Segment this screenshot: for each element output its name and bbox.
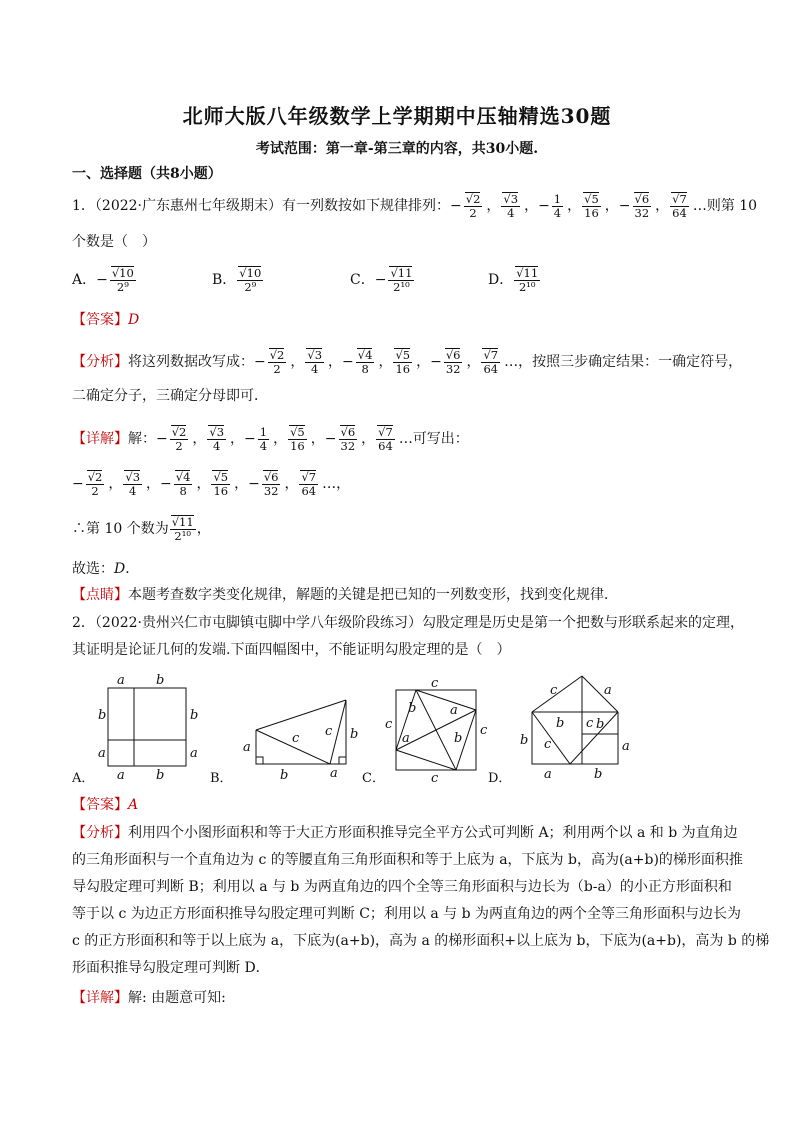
seq-term xyxy=(72,470,105,498)
fig-b-label: a xyxy=(330,766,338,781)
fraction xyxy=(268,348,287,376)
fig-b-label: a xyxy=(243,740,251,755)
fig-d-line xyxy=(570,712,618,764)
numerator: √5 xyxy=(290,425,305,439)
analysis-line: 利用四个小图形面积和等于大正方形面积推导完全平方公式可判断 A；利用两个以 a 和 b 为直角边 xyxy=(128,825,738,841)
fig-b-right-angle xyxy=(256,757,263,764)
seq-term xyxy=(618,192,652,220)
q1-option-d xyxy=(488,266,544,294)
minus-sign: − xyxy=(374,272,387,288)
seq-term xyxy=(244,424,270,453)
denominator: 4 xyxy=(311,362,319,376)
minus-sign: − xyxy=(538,198,550,214)
fraction xyxy=(207,425,226,453)
numerator: √6 xyxy=(263,470,279,484)
fig-c-label: c xyxy=(431,771,439,786)
option-label: B． xyxy=(212,272,237,288)
fig-d-option-label: D． xyxy=(488,771,512,786)
seq-term xyxy=(210,470,231,498)
fig-d-label: b xyxy=(556,716,565,731)
fig-d-label: a xyxy=(544,767,552,782)
minus-sign: − xyxy=(254,354,266,370)
fig-d-label: c xyxy=(550,683,558,698)
q2-stem-cont: 其证明是论证几何的发端.下面四幅图中，不能证明勾股定理的是（ ） xyxy=(72,642,511,658)
fig-a-square xyxy=(108,688,186,766)
comma: ， xyxy=(524,198,539,214)
minus-sign: − xyxy=(342,354,354,370)
q1-sequence xyxy=(450,191,693,220)
denominator: 8 xyxy=(361,362,369,376)
minus-sign: − xyxy=(156,431,168,447)
seq-term xyxy=(298,470,319,498)
fraction xyxy=(582,192,601,220)
fraction xyxy=(376,425,395,453)
comma: ， xyxy=(146,476,161,492)
numerator: √5 xyxy=(395,348,411,362)
fraction xyxy=(670,192,689,220)
choose-text: 故选： xyxy=(72,561,114,577)
fig-d-label: b xyxy=(596,717,605,732)
denominator: 32 xyxy=(445,362,461,376)
denominator: 8 xyxy=(179,484,187,498)
detail-seq-end: …， xyxy=(322,476,351,492)
q1-stem-cont: 个数是（ ） xyxy=(72,234,156,250)
analysis-tag: 【分析】 xyxy=(72,825,128,841)
q1-option-c xyxy=(350,266,418,294)
q1-answer xyxy=(72,310,139,330)
seq-term xyxy=(375,425,396,453)
numerator: √6 xyxy=(340,425,356,439)
fig-c-label: a xyxy=(402,731,410,746)
fraction xyxy=(501,192,520,220)
fraction xyxy=(514,266,540,294)
denominator: 32 xyxy=(263,484,279,498)
answer-tag: 【答案】 xyxy=(72,312,128,328)
fraction xyxy=(633,192,652,220)
fig-c-option-label: C． xyxy=(362,771,385,786)
q1-source: （2022·广东惠州七年级期末） xyxy=(94,198,283,214)
fig-c-label: c xyxy=(480,723,488,738)
seq-term xyxy=(581,192,602,220)
numerator: √7 xyxy=(378,425,393,439)
q2-answer xyxy=(72,795,138,815)
seq-term xyxy=(430,348,463,376)
q2-detail xyxy=(72,988,226,1008)
fig-d-label: a xyxy=(604,683,612,698)
denominator: 2 xyxy=(273,362,281,376)
fig-b-label: c xyxy=(292,731,300,746)
analysis-line: c 的正方形面积和等于以上底为 a，下底为(a+b)，高为 a 的梯形面积+以上底为 b，下底为(a+b)，高为 b 的梯 xyxy=(72,933,770,949)
numerator: √10 xyxy=(111,266,134,280)
fig-d-line xyxy=(582,676,618,712)
fraction xyxy=(262,470,281,498)
comma: ， xyxy=(230,431,245,447)
denominator: 64 xyxy=(301,484,317,498)
answer-value: A xyxy=(128,797,139,813)
detail-tag: 【详解】 xyxy=(72,990,128,1006)
numerator: √7 xyxy=(672,192,687,206)
fig-b-label: b xyxy=(280,768,289,783)
comma: ， xyxy=(466,354,481,370)
choose-end: ． xyxy=(125,561,140,577)
conclusion-num: √11 xyxy=(171,515,194,529)
comma: ， xyxy=(328,354,343,370)
fraction xyxy=(393,348,412,376)
answer-tag: 【答案】 xyxy=(72,797,128,813)
denominator: 16 xyxy=(584,206,599,220)
q1-analysis-cont: 二确定分子，三确定分母即可． xyxy=(72,388,268,404)
comma: ， xyxy=(290,354,305,370)
denominator: 64 xyxy=(672,206,687,220)
fig-d-label: b xyxy=(520,733,529,748)
comma: ， xyxy=(108,476,123,492)
fraction xyxy=(86,470,105,498)
option-term xyxy=(96,266,137,294)
numerator: 1 xyxy=(259,424,268,439)
q1-text-end: …则第 10 xyxy=(692,198,758,214)
comma: ， xyxy=(655,198,670,214)
denominator: 2¹⁰ xyxy=(518,280,536,294)
numerator: √3 xyxy=(503,192,519,206)
page-title: 北师大版八年级数学上学期期中压轴精选30题 xyxy=(182,104,612,128)
comma: ， xyxy=(604,198,619,214)
numerator: √4 xyxy=(357,348,373,362)
fig-a-label: a xyxy=(117,768,125,783)
q2-stem xyxy=(72,613,744,633)
minus-sign: − xyxy=(244,431,256,447)
fig-a-label: a xyxy=(117,673,125,688)
figure-d xyxy=(488,672,648,792)
seq-term xyxy=(480,348,501,376)
rewritten-sequence xyxy=(72,470,322,498)
option-label: A． xyxy=(72,272,97,288)
minus-sign: − xyxy=(72,476,84,492)
numerator: √11 xyxy=(516,266,539,280)
analysis-text: 将这列数据改写成： xyxy=(128,354,254,370)
minus-sign: − xyxy=(160,476,172,492)
numerator: √5 xyxy=(584,192,599,206)
fraction xyxy=(123,470,142,498)
fraction xyxy=(305,348,324,376)
q1-stem xyxy=(72,192,757,220)
denominator: 2 xyxy=(469,206,477,220)
comment-text: 本题考查数字类变化规律，解题的关键是把已知的一列数变形，找到变化规律． xyxy=(128,587,618,603)
fig-a-label: b xyxy=(156,673,165,688)
analysis-line: 等于以 c 为边正方形面积推导勾股定理可判断 C；利用以 a 与 b 为两直角边的两个全等三角形面积与边长为 xyxy=(72,906,742,922)
fraction xyxy=(258,426,269,453)
fig-a-label: b xyxy=(156,768,165,783)
denominator: 16 xyxy=(290,439,305,453)
denominator: 32 xyxy=(340,439,356,453)
q1-comment xyxy=(72,585,618,605)
fig-d-label: c xyxy=(586,716,594,731)
numerator: √2 xyxy=(269,348,285,362)
fig-a-label: b xyxy=(98,708,107,723)
detail-text: 解: 由题意可知: xyxy=(128,990,226,1006)
q1-number: 1． xyxy=(72,198,95,214)
denominator: 4 xyxy=(507,206,515,220)
seq-term xyxy=(392,348,413,376)
q1-detail-seq xyxy=(72,470,350,498)
numerator: √5 xyxy=(213,470,229,484)
fig-a-label: a xyxy=(190,746,198,761)
q2-text: 勾股定理是历史是第一个把数与形联系起来的定理， xyxy=(422,615,744,631)
detail-text-end: …可写出： xyxy=(398,431,469,447)
option-term xyxy=(374,266,416,294)
seq-term xyxy=(206,425,227,453)
fraction xyxy=(174,470,193,498)
numerator: 1 xyxy=(553,191,562,206)
q2-source: （2022·贵州兴仁市屯脚镇屯脚中学八年级阶段练习） xyxy=(94,615,422,631)
fraction xyxy=(552,193,563,220)
denominator: 2 xyxy=(175,439,183,453)
analysis-line: 导勾股定理可判断 B；利用以 a 与 b 为两直角边的四个全等三角形面积与边长为（b-a）的小正方形面积和 xyxy=(72,879,732,895)
analysis-tag: 【分析】 xyxy=(72,354,128,370)
numerator: √3 xyxy=(125,470,141,484)
denominator: 2 xyxy=(91,484,99,498)
q1-option-a xyxy=(72,266,140,294)
numerator: √7 xyxy=(301,470,317,484)
comma: ， xyxy=(416,354,431,370)
fig-c-label: a xyxy=(450,703,458,718)
fraction xyxy=(170,425,189,453)
comma: ， xyxy=(567,198,582,214)
numerator: √6 xyxy=(634,192,650,206)
denominator: 4 xyxy=(553,205,562,220)
seq-term xyxy=(122,470,143,498)
fig-b-right-angle xyxy=(339,757,346,764)
seq-term xyxy=(160,470,193,498)
seq-term xyxy=(342,348,375,376)
seq-term xyxy=(156,425,189,453)
comma: ， xyxy=(378,354,393,370)
fig-d-small-square xyxy=(582,734,618,764)
denominator: 4 xyxy=(129,484,137,498)
fig-d-label: a xyxy=(622,739,630,754)
minus-sign: − xyxy=(96,272,108,288)
fraction xyxy=(388,266,414,294)
comma: ， xyxy=(486,198,501,214)
fig-b-label: b xyxy=(350,727,359,742)
seq-term xyxy=(500,192,521,220)
numerator: √7 xyxy=(483,348,499,362)
denominator: 16 xyxy=(395,362,411,376)
comma: ， xyxy=(361,431,376,447)
fig-c-label: c xyxy=(431,676,439,691)
seq-term xyxy=(304,348,325,376)
fig-a-option-label: A． xyxy=(72,771,95,786)
minus-sign: − xyxy=(248,476,260,492)
comma: ， xyxy=(192,431,207,447)
seq-term xyxy=(324,425,358,453)
denominator: 4 xyxy=(213,439,221,453)
analysis-line: 的三角形面积与一个直角边为 c 的等腰直角三角形面积和等于上底为 a，下底为 b，高为(a+b)的梯形面积推 xyxy=(72,852,743,868)
analysis-line: 形面积推导勾股定理可判断 D． xyxy=(72,960,270,976)
conclusion-fraction xyxy=(170,515,196,543)
q1-option-b xyxy=(212,266,267,294)
comma: ， xyxy=(310,431,325,447)
option-label: D． xyxy=(488,272,514,288)
seq-term xyxy=(248,470,281,498)
analysis-text-end: …，按照三步确定结果：一确定符号， xyxy=(504,354,743,370)
fig-c-label: b xyxy=(408,701,417,716)
denominator: 64 xyxy=(378,439,393,453)
fraction xyxy=(444,348,463,376)
fraction xyxy=(339,425,358,453)
numerator: √2 xyxy=(87,470,103,484)
denominator: 2¹⁰ xyxy=(393,280,410,294)
comment-tag: 【点睛】 xyxy=(72,587,128,603)
denominator: 32 xyxy=(634,206,650,220)
fig-b-top xyxy=(256,700,346,730)
option-term xyxy=(513,266,541,294)
fraction xyxy=(237,266,263,294)
figure-a xyxy=(72,672,202,792)
denominator: 64 xyxy=(483,362,499,376)
fraction xyxy=(464,192,483,220)
detail-text: 解： xyxy=(128,431,156,447)
q1-analysis xyxy=(72,348,742,376)
q1-detail xyxy=(72,425,469,453)
fig-a-label: b xyxy=(190,708,199,723)
comma: ， xyxy=(196,476,211,492)
conclusion-den: 2¹⁰ xyxy=(174,529,191,543)
seq-term xyxy=(538,191,564,220)
denominator: 4 xyxy=(259,438,268,453)
detail-sequence xyxy=(156,424,399,453)
q1-choose xyxy=(72,559,139,579)
numerator: √3 xyxy=(209,425,225,439)
choose-value: D xyxy=(114,561,126,577)
analysis-sequence xyxy=(254,348,504,376)
option-term xyxy=(236,266,264,294)
detail-tag: 【详解】 xyxy=(72,431,128,447)
q1-text: 有一列数按如下规律排列： xyxy=(282,198,451,214)
minus-sign: − xyxy=(324,431,337,447)
fig-b-label: c xyxy=(325,724,333,739)
option-label: C． xyxy=(350,272,375,288)
figure-c xyxy=(362,672,492,792)
denominator: 2⁹ xyxy=(244,280,257,294)
fig-b-hyp2 xyxy=(330,700,346,764)
fraction xyxy=(288,425,307,453)
figure-b xyxy=(210,672,360,792)
q1-conclusion xyxy=(72,515,211,543)
minus-sign: − xyxy=(430,354,442,370)
fraction xyxy=(110,266,136,294)
numerator: √2 xyxy=(465,192,481,206)
fraction xyxy=(299,470,318,498)
seq-term xyxy=(450,192,483,220)
comma: ， xyxy=(284,476,299,492)
numerator: √3 xyxy=(307,348,323,362)
comma: ， xyxy=(273,431,288,447)
fraction xyxy=(356,348,375,376)
minus-sign: − xyxy=(450,198,462,214)
conclusion-text: ∴第 10 个数为 xyxy=(72,521,169,537)
section-heading: 一、选择题（共8小题） xyxy=(72,166,222,182)
fig-a-label: a xyxy=(98,746,106,761)
numerator: √10 xyxy=(239,266,262,280)
fig-d-label: c xyxy=(544,737,552,752)
seq-term xyxy=(669,192,690,220)
conclusion-end: ， xyxy=(196,521,211,537)
exam-scope: 考试范围：第一章-第三章的内容，共30小题. xyxy=(255,141,539,157)
q2-analysis xyxy=(72,823,738,843)
seq-term xyxy=(254,348,287,376)
fig-c-label: c xyxy=(385,717,393,732)
fraction xyxy=(211,470,230,498)
denominator: 16 xyxy=(213,484,229,498)
seq-term xyxy=(287,425,308,453)
fig-b-option-label: B． xyxy=(210,771,233,786)
fig-c-label: b xyxy=(454,731,463,746)
comma: ， xyxy=(234,476,249,492)
numerator: √2 xyxy=(171,425,187,439)
numerator: √6 xyxy=(445,348,461,362)
numerator: √4 xyxy=(175,470,191,484)
denominator: 2⁹ xyxy=(116,280,129,294)
minus-sign: − xyxy=(618,198,631,214)
fraction xyxy=(481,348,500,376)
answer-value: D xyxy=(128,312,140,328)
q2-number: 2． xyxy=(72,615,95,631)
fig-d-label: b xyxy=(594,767,603,782)
numerator: √11 xyxy=(390,266,413,280)
